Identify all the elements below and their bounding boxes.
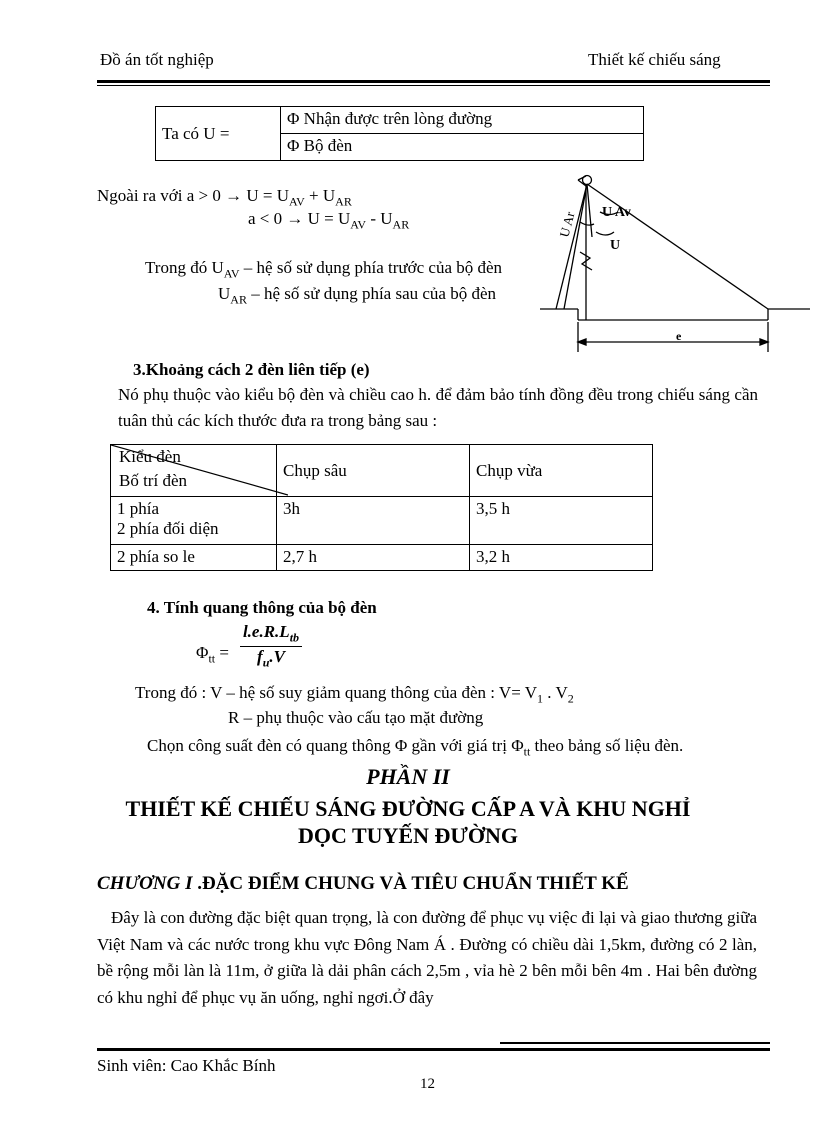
row-label-2: 2 phía đối diện — [117, 519, 219, 538]
label-uav: U Av — [602, 205, 631, 220]
where-uar: $U_{AR}$ – hệ số sử dụng phía sau của bộ đèn — [218, 284, 497, 307]
where-uav: Trong đó $U_{AV}$ – hệ số sử dụng phía trước của bộ đèn — [145, 258, 503, 281]
part-title-1: THIẾT KẾ CHIẾU SÁNG ĐƯỜNG CẤP A VÀ KHU NGHỈ — [125, 796, 691, 821]
header-rule — [97, 80, 770, 83]
cell-value: 2,7 h — [277, 545, 470, 571]
label-u: U — [610, 238, 621, 253]
arc-u — [596, 232, 614, 235]
chapter-label: CHƯƠNG I — [97, 873, 193, 894]
ray-center — [587, 184, 592, 237]
section-3-body: Nó phụ thuộc vào kiểu bộ đèn và chiều cao h. để đảm bảo tính đồng đều trong chiếu sáng cần tuân thủ các kích thước đưa ra trong bảng sau : — [118, 385, 758, 430]
part-title-2: DỌC TUYẾN ĐƯỜNG — [297, 823, 518, 848]
formula-a-positive: Ngoài ra với $a > 0 \to U = U_{AV} + U_{AR}$ — [97, 186, 352, 209]
part-label: PHẦN II — [366, 764, 450, 789]
col-header-medium: Chụp vừa — [470, 445, 653, 497]
u-numerator: Φ Nhận được trên lòng đường — [281, 107, 644, 134]
row-label: 2 phía so le — [111, 545, 277, 571]
flux-lhs: $\Phi_{tt}$ = — [196, 643, 229, 666]
flux-numerator: $l.e.R.L_{tb}$ — [240, 622, 302, 647]
flux-fraction — [240, 622, 302, 671]
cell-value: 3,2 h — [470, 545, 653, 571]
footer-student: Sinh viên: Cao Khắc Bính — [97, 1056, 276, 1075]
u-definition-table — [155, 106, 644, 161]
header-left: Đồ án tốt nghiệp — [100, 50, 214, 69]
lamp-head — [583, 176, 592, 185]
section-3-title: 3.Khoảng cách 2 đèn liên tiếp (e) — [133, 360, 370, 379]
footer-rule — [97, 1048, 770, 1051]
cell-value: 3,5 h — [470, 497, 653, 545]
choose-lamp: Chọn công suất đèn có quang thông Φ gần với giá trị $\Phi_{tt}$ theo bảng số liệu đèn. — [147, 736, 684, 759]
u-denominator: Φ Bộ đèn — [281, 134, 644, 161]
header-rule-thin — [97, 85, 770, 86]
chapter-title: .ĐẶC ĐIỂM CHUNG VÀ TIÊU CHUẨN THIẾT KẾ — [197, 873, 629, 894]
luminaire-diagram — [540, 172, 815, 357]
chapter-body: Đây là con đường đặc biệt quan trọng, là con đường để phục vụ việc đi lại và giao thương giữa Việt Nam và các nước trong khu vực Đông Nam Á . Đường có chiều dài 1,5km, đường có 2 làn, bề rộng mỗi làn là 11m, ở giữa là dải phân cách 2,5m , vỉa hè 2 bên mỗi bên 4m . Hai bên đường có khu nghỉ để phục vụ ăn uống, nghỉ ngơi.Ở đây — [97, 908, 757, 1007]
chapter-heading — [97, 873, 629, 895]
corner-cell — [111, 445, 277, 497]
corner-top: Kiểu đèn — [119, 447, 181, 466]
u-label: Ta có U = — [156, 107, 281, 161]
spacing-table — [110, 444, 653, 571]
flux-denominator: $f_u.V$ — [257, 647, 285, 670]
cell-value: 3h — [277, 497, 470, 545]
where-r: R – phụ thuộc vào cấu tạo mặt đường — [228, 708, 484, 727]
table-row — [111, 545, 653, 571]
formula-a-negative: $a < 0 \to U = U_{AV} - U_{AR}$ — [248, 209, 410, 232]
table-row — [111, 497, 653, 545]
label-uar: U Ar — [556, 210, 578, 239]
page-number: 12 — [420, 1076, 435, 1092]
label-e: e — [676, 329, 682, 343]
where-v: Trong đó : V – hệ số suy giảm quang thông của đèn : $V= V_1$ . $V_2$ — [135, 683, 574, 706]
row-label: 1 phía — [117, 499, 160, 518]
section-4-title: 4. Tính quang thông của bộ đèn — [147, 598, 377, 617]
col-header-deep: Chụp sâu — [277, 445, 470, 497]
ray-back — [556, 184, 587, 309]
corner-bottom: Bố trí đèn — [119, 471, 187, 490]
header-right: Thiết kế chiếu sáng — [588, 50, 721, 69]
footer-rule-short — [500, 1042, 770, 1044]
arc-uar — [580, 222, 594, 225]
